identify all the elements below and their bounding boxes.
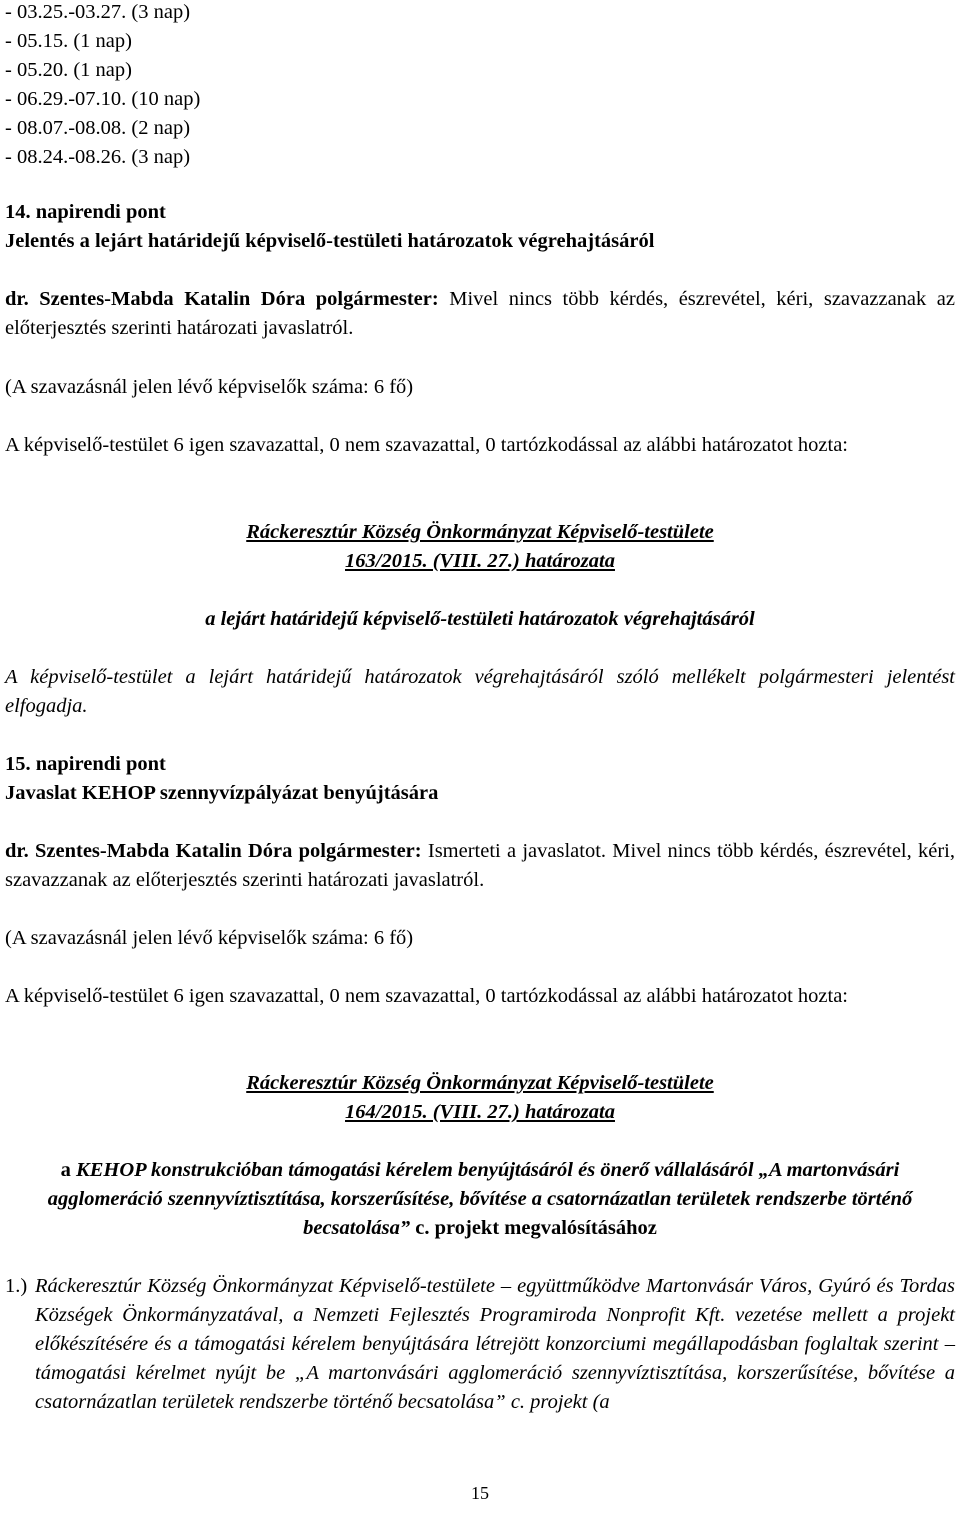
date-item: - 05.15. (1 nap) bbox=[5, 30, 132, 52]
resolution-text: A képviselő-testület a lejárt határidejű határozatok végrehajtásáról szóló mellékelt polgármesteri jelentést elfogadja. bbox=[5, 666, 955, 717]
speaker-paragraph bbox=[5, 837, 955, 895]
resolution-title: a lejárt határidejű képviselő-testületi határozatok végrehajtásáról bbox=[205, 608, 755, 630]
subject-prefix: a bbox=[60, 1159, 77, 1181]
page-number: 15 bbox=[471, 1483, 489, 1503]
speech-text: Mivel nincs több kérdés, észrevétel, kéri, szavazzanak az előterjesztés szerinti határozati javaslatról. bbox=[5, 288, 955, 339]
resolution-point-1 bbox=[5, 1272, 955, 1417]
date-item: - 03.25.-03.27. (3 nap) bbox=[5, 1, 191, 23]
council-name: Ráckeresztúr Község Önkormányzat Képviselő-testülete bbox=[246, 521, 714, 543]
point-number: 1.) bbox=[5, 1275, 28, 1297]
resolution-number: 164/2015. (VIII. 27.) határozata bbox=[345, 1101, 615, 1123]
speaker-name: dr. Szentes-Mabda Katalin Dóra polgármester: bbox=[5, 840, 422, 862]
date-item: - 08.07.-08.08. (2 nap) bbox=[5, 117, 191, 139]
subject-main: KEHOP konstrukcióban támogatási kérelem benyújtásáról és önerő vállalásáról „A martonvásári agglomeráció szennyvíztisztítása, korszerűsítése, bővítése a csatornázatlan területek rendszerbe történő becsatolása” bbox=[47, 1159, 913, 1239]
resolution-header bbox=[5, 518, 955, 576]
agenda-item-number: 14. napirendi pont bbox=[5, 201, 166, 223]
date-item: - 08.24.-08.26. (3 nap) bbox=[5, 146, 191, 168]
resolution-number: 163/2015. (VIII. 27.) határozata bbox=[345, 550, 615, 572]
agenda-item-15-heading bbox=[5, 750, 955, 808]
attendance-note: (A szavazásnál jelen lévő képviselők száma: 6 fő) bbox=[5, 927, 414, 949]
agenda-item-14-heading bbox=[5, 198, 955, 256]
speaker-paragraph bbox=[5, 285, 955, 343]
date-item: - 05.20. (1 nap) bbox=[5, 59, 132, 81]
agenda-item-number: 15. napirendi pont bbox=[5, 753, 166, 775]
date-list bbox=[5, 0, 955, 172]
vote-result: A képviselő-testület 6 igen szavazattal, 0 nem szavazattal, 0 tartózkodással az alábbi határozatot hozta: bbox=[5, 985, 849, 1007]
speaker-name: dr. Szentes-Mabda Katalin Dóra polgármester: bbox=[5, 288, 439, 310]
attendance-note: (A szavazásnál jelen lévő képviselők száma: 6 fő) bbox=[5, 376, 414, 398]
agenda-item-title: Jelentés a lejárt határidejű képviselő-testületi határozatok végrehajtásáról bbox=[5, 230, 655, 252]
resolution-subject bbox=[20, 1156, 940, 1243]
vote-result: A képviselő-testület 6 igen szavazattal, 0 nem szavazattal, 0 tartózkodással az alábbi határozatot hozta: bbox=[5, 434, 849, 456]
council-name: Ráckeresztúr Község Önkormányzat Képviselő-testülete bbox=[246, 1072, 714, 1094]
agenda-item-title: Javaslat KEHOP szennyvízpályázat benyújtására bbox=[5, 782, 439, 804]
speech-text: Ismerteti a javaslatot. Mivel nincs több kérdés, észrevétel, kéri, szavazzanak az előterjesztés szerinti határozati javaslatról. bbox=[5, 840, 956, 891]
point-text: Ráckeresztúr Község Önkormányzat Képviselő-testülete – együttműködve Martonvásár Város, Gyúró és Tordas Községek Önkormányzatával, a Nemzeti Fejlesztés Programiroda Nonprofit Kft. vezetése mellett a projekt előkészítésére és a támogatási kérelem benyújtására létrejött konzorciumi megállapodásban foglaltak szerint – támogatási kérelmet nyújt be „A martonvásári agglomeráció szennyvíztisztítása, korszerűsítése, bővítése a csatornázatlan területek rendszerbe történő becsatolása” c. projekt (a bbox=[35, 1275, 955, 1413]
date-item: - 06.29.-07.10. (10 nap) bbox=[5, 88, 201, 110]
resolution-header bbox=[5, 1069, 955, 1127]
subject-suffix: c. projekt megvalósításához bbox=[410, 1217, 657, 1239]
